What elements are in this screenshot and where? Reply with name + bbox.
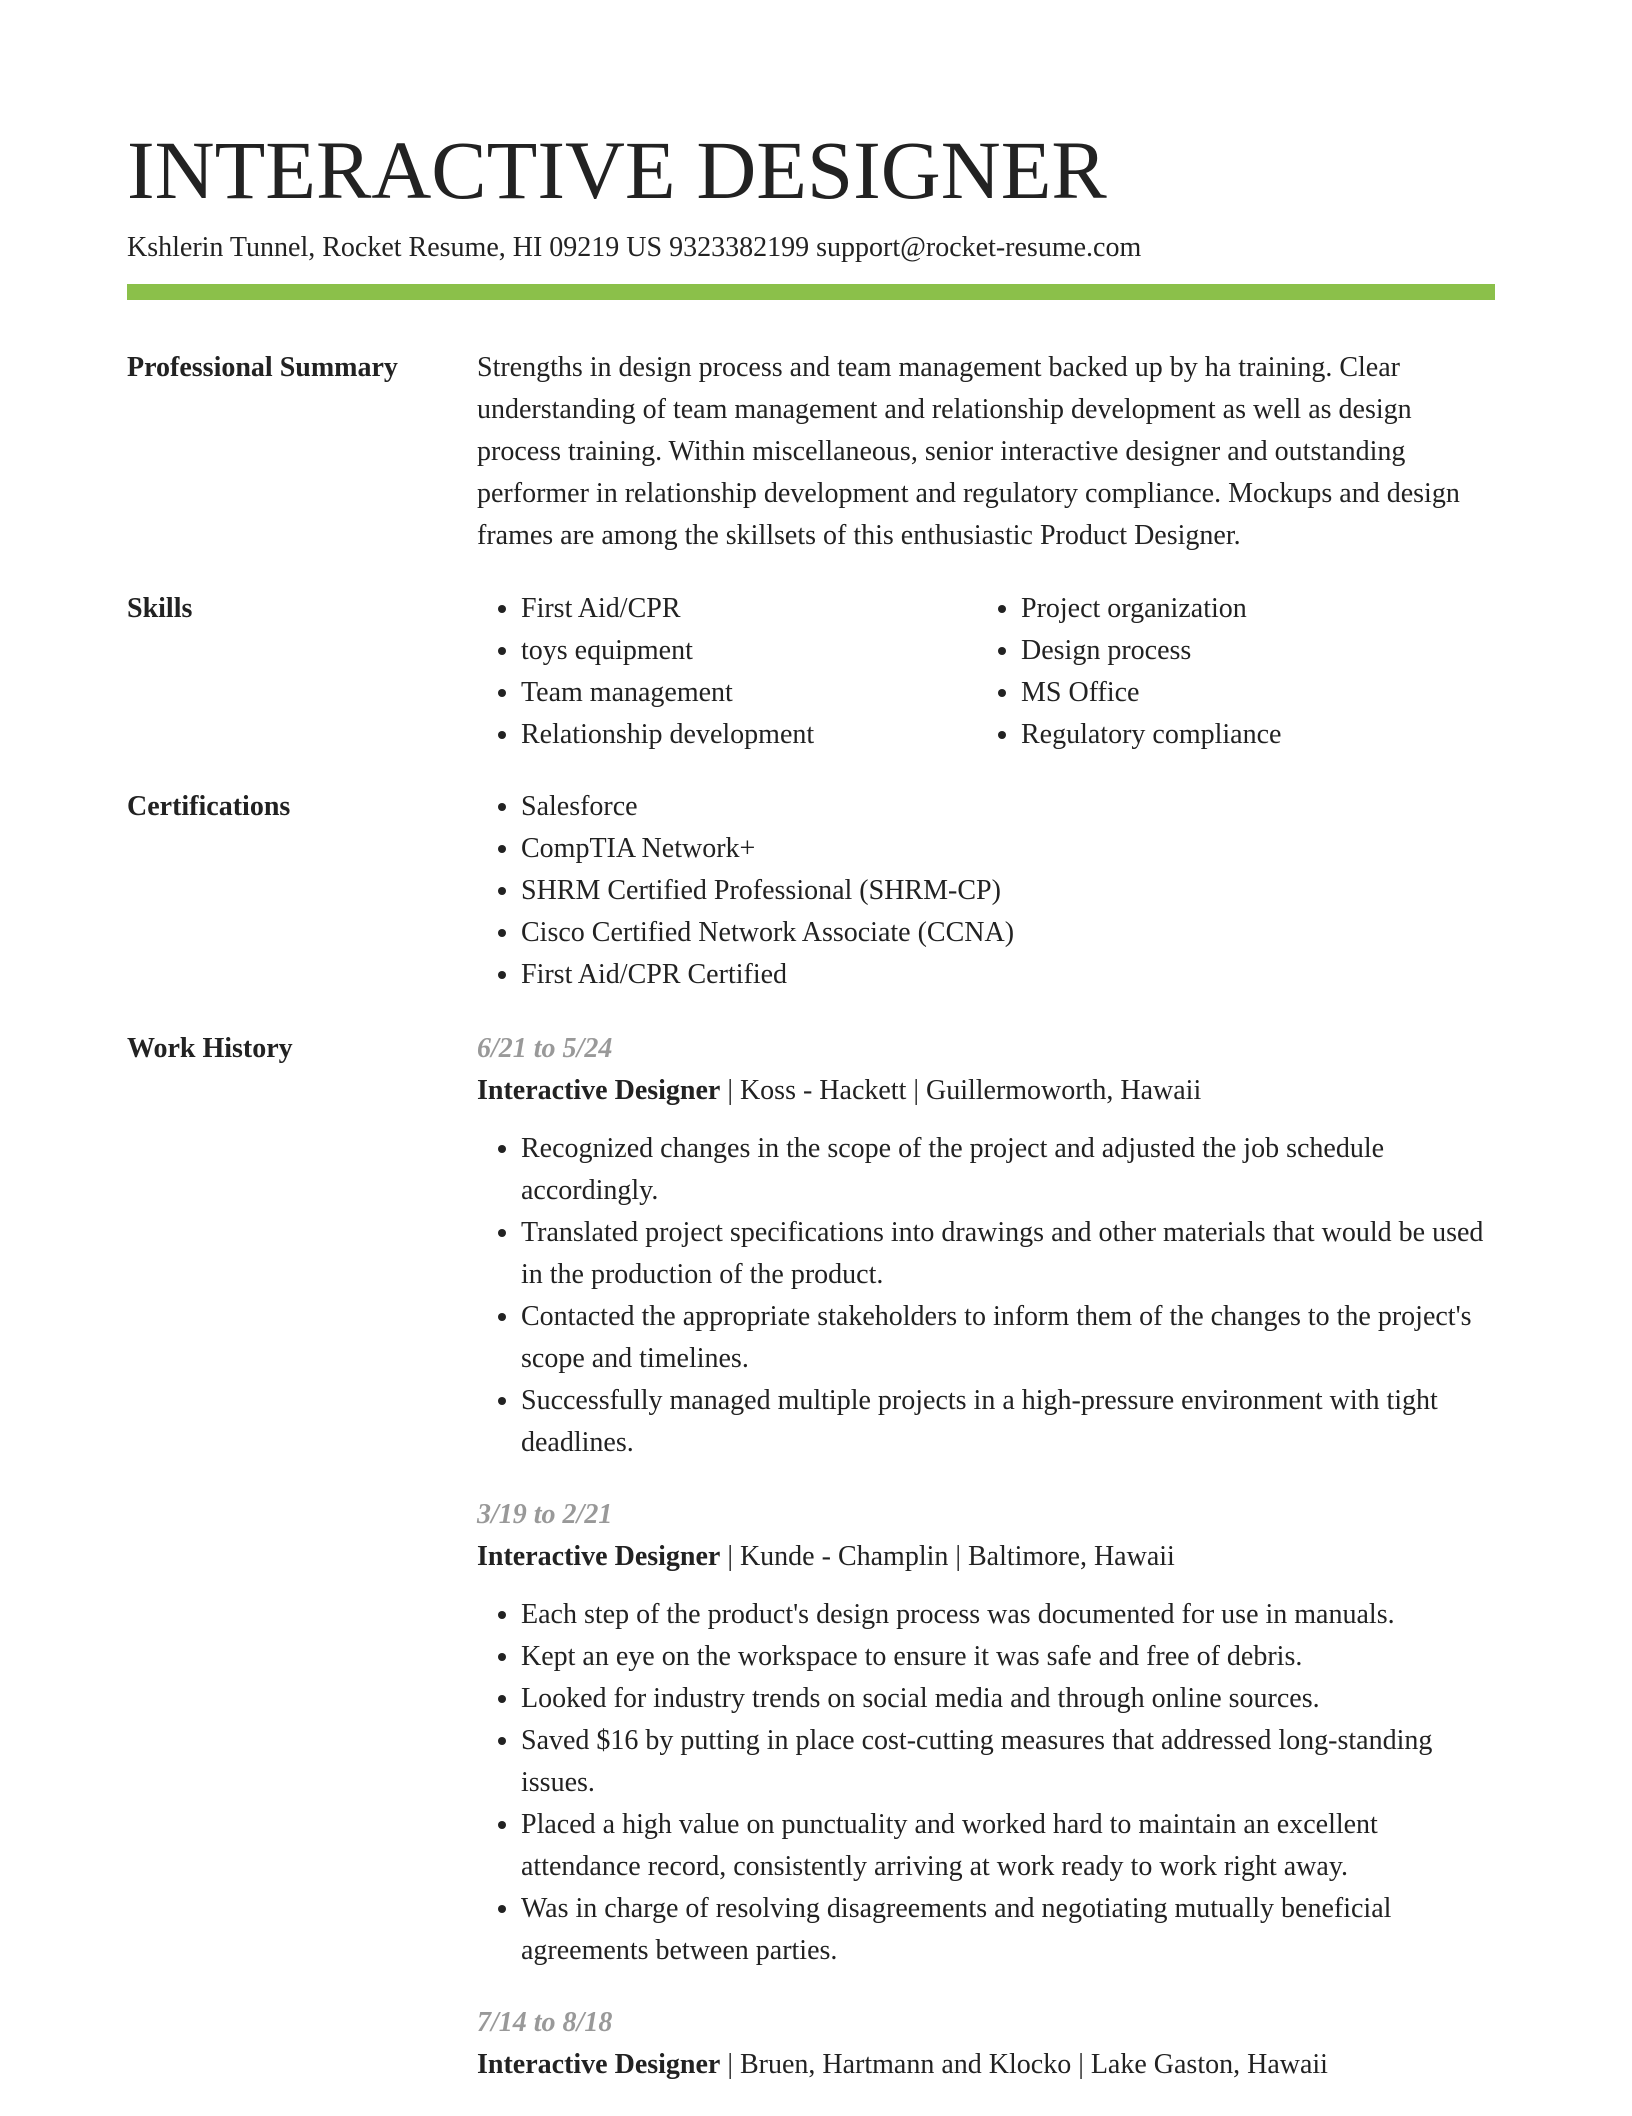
- certification-item: • SHRM Certified Professional (SHRM-CP): [521, 870, 1495, 912]
- job-bullet: • Contacted the appropriate stakeholders to inform them of the changes to the project's scope and timelines.: [521, 1296, 1495, 1380]
- skill-item: • Team management: [521, 672, 977, 714]
- job-bullet: • Kept an eye on the workspace to ensure it was safe and free of debris.: [521, 1636, 1495, 1678]
- skill-item: • toys equipment: [521, 630, 977, 672]
- certification-item: • Cisco Certified Network Associate (CCNA): [521, 912, 1495, 954]
- job-heading: [477, 2044, 1495, 2086]
- job-title: Interactive Designer: [477, 2049, 721, 2080]
- job-title: Interactive Designer: [477, 1541, 721, 1572]
- skills-list-2: [977, 588, 1477, 756]
- skill-item: • Project organization: [1021, 588, 1477, 630]
- job-bullet: • Saved $16 by putting in place cost-cutting measures that addressed long-standing issues.: [521, 1720, 1495, 1804]
- work-history-body: [477, 1028, 1495, 2116]
- job-dates: 6/21 to 5/24: [477, 1033, 613, 1064]
- certifications-heading: Certifications: [127, 791, 291, 822]
- contact-line: Kshlerin Tunnel, Rocket Resume, HI 09219 US 9323382199 support@rocket-resume.com: [127, 232, 1142, 263]
- skills-body: [477, 588, 1495, 756]
- skill-item: • Design process: [1021, 630, 1477, 672]
- certifications-body: [477, 786, 1495, 996]
- job-bullets: [477, 1128, 1495, 1464]
- certifications-list: [477, 786, 1495, 996]
- certification-item: • Salesforce: [521, 786, 1495, 828]
- job-dates: 3/19 to 2/21: [477, 1499, 613, 1530]
- job-title: Interactive Designer: [477, 1075, 721, 1106]
- resume-title: INTERACTIVE DESIGNER: [127, 124, 1107, 216]
- job-bullet: • Translated project specifications into drawings and other materials that would be used in the production of the product.: [521, 1212, 1495, 1296]
- work-history-heading: Work History: [127, 1033, 293, 1064]
- summary-heading: Professional Summary: [127, 352, 398, 383]
- job-employer: | Koss - Hackett | Guillermoworth, Hawaii: [720, 1075, 1202, 1106]
- job-dates: 7/14 to 8/18: [477, 2007, 613, 2038]
- header-divider: [127, 284, 1495, 300]
- job-employer: | Kunde - Champlin | Baltimore, Hawaii: [720, 1541, 1175, 1572]
- job-bullet: • Placed a high value on punctuality and worked hard to maintain an excellent attendance record, consistently arriving at work ready to work right away.: [521, 1804, 1495, 1888]
- job-bullet: • Successfully managed multiple projects in a high-pressure environment with tight deadlines.: [521, 1380, 1495, 1464]
- job-entry: [477, 2002, 1495, 2086]
- job-heading: [477, 1536, 1495, 1578]
- job-entry: [477, 1028, 1495, 1464]
- skills-column-1: [477, 588, 977, 756]
- skills-column-2: [977, 588, 1477, 756]
- job-employer: | Bruen, Hartmann and Klocko | Lake Gaston, Hawaii: [720, 2049, 1328, 2080]
- summary-text: Strengths in design process and team management backed up by ha training. Clear understanding of team management and relationship development as well as design process training. Within miscellaneous, senior interactive designer and outstanding performer in relationship development and regulatory compliance. Mockups and design frames are among the skillsets of this enthusiastic Product Designer.: [477, 352, 1460, 551]
- certification-item: • First Aid/CPR Certified: [521, 954, 1495, 996]
- skill-item: • MS Office: [1021, 672, 1477, 714]
- summary-body: [477, 347, 1495, 557]
- job-bullet: • Looked for industry trends on social media and through online sources.: [521, 1678, 1495, 1720]
- skill-item: • First Aid/CPR: [521, 588, 977, 630]
- skills-list-1: [477, 588, 977, 756]
- skills-heading: Skills: [127, 593, 193, 624]
- skill-item: • Relationship development: [521, 714, 977, 756]
- job-bullets: [477, 1594, 1495, 1972]
- job-bullet: • Recognized changes in the scope of the project and adjusted the job schedule accordingly.: [521, 1128, 1495, 1212]
- job-bullet: • Was in charge of resolving disagreements and negotiating mutually beneficial agreements between parties.: [521, 1888, 1495, 1972]
- job-entry: [477, 1494, 1495, 1972]
- job-heading: [477, 1070, 1495, 1112]
- certification-item: • CompTIA Network+: [521, 828, 1495, 870]
- skill-item: • Regulatory compliance: [1021, 714, 1477, 756]
- job-bullet: • Each step of the product's design process was documented for use in manuals.: [521, 1594, 1495, 1636]
